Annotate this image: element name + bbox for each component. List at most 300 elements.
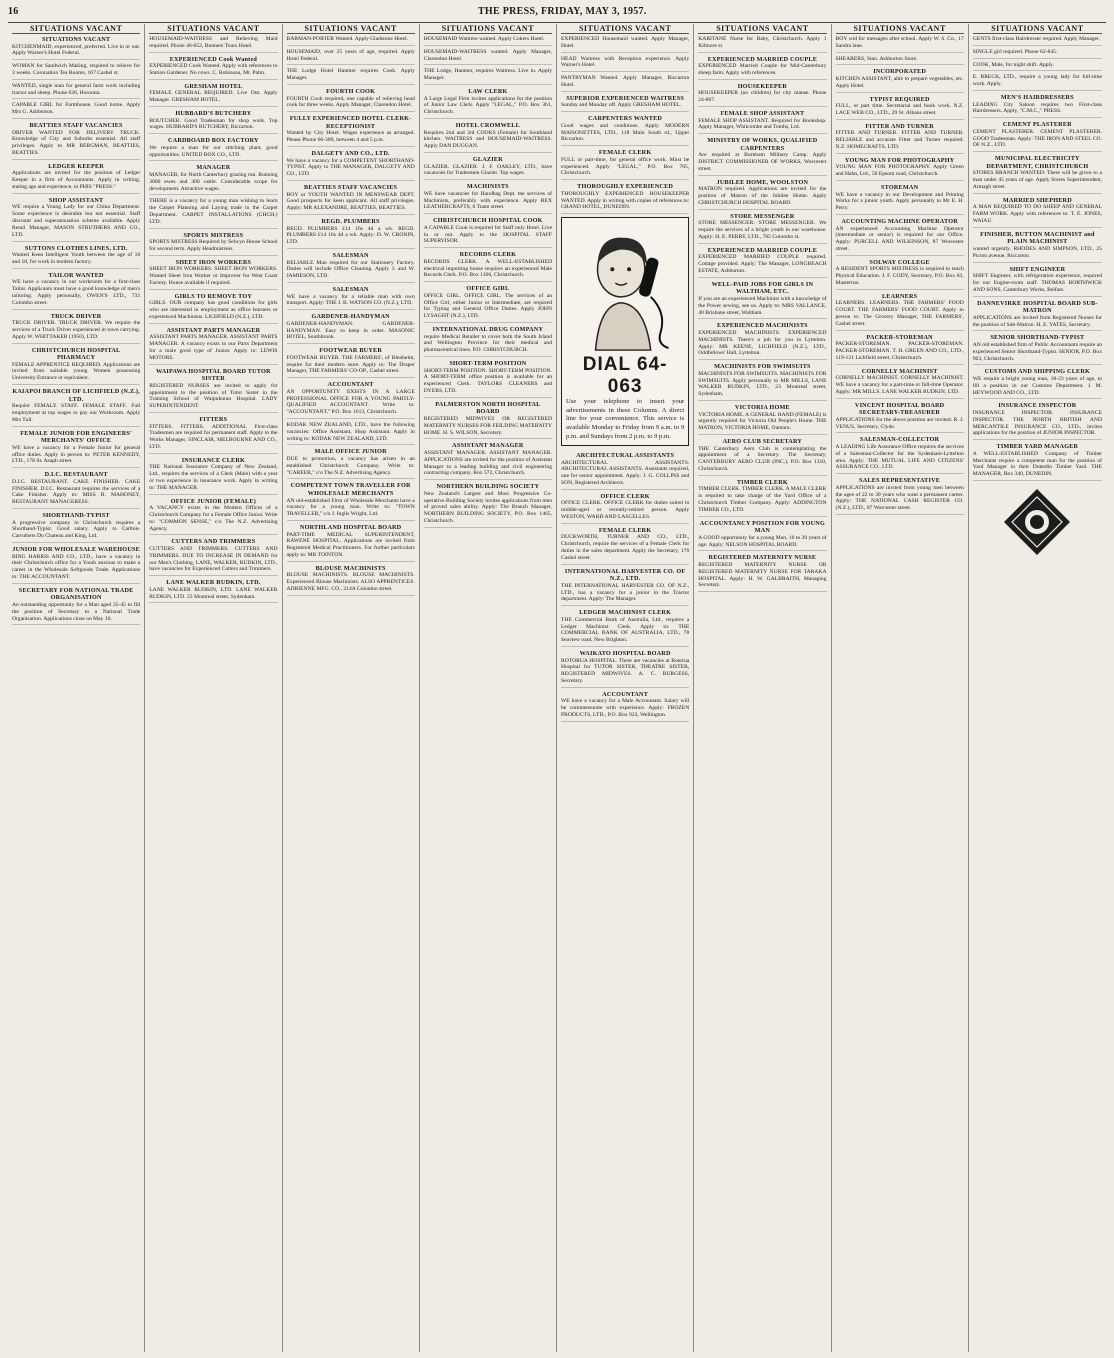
ad-body: APPLICATIONS for the above position are invited. R. J. VENUS, Secretary, Clyde. [835, 416, 964, 430]
ad-heading: OFFICE GIRL [466, 285, 510, 293]
ad-body: FEMALE APPRENTICE REQUIRED. Applications are invited from suitable young Women possessing University Entrance or equivalent. [12, 361, 141, 382]
classified-ad [698, 520, 826, 552]
ad-heading: GARDENER-HANDYMAN [311, 313, 390, 321]
classified-ad [973, 121, 1102, 152]
ad-heading: CEMENT PLASTERER [1002, 121, 1072, 129]
ad-body: AN experienced Accounting Machine Operator (intermediate or senior) is required for our Office. Apply: PURCELL AND WILKINSON, 87 Worcester street. [835, 225, 964, 252]
classified-ad [12, 546, 140, 584]
ad-heading: LAW CLERK [468, 88, 508, 96]
ad-heading: INTERNATIONAL DRUG COMPANY [432, 326, 544, 334]
ad-heading: TIMBER YARD MANAGER [996, 443, 1079, 451]
ad-heading: SHEET IRON WORKERS [175, 258, 252, 266]
ad-body: REGISTERED MATERNITY NURSE OR REGISTERED MATERNITY NURSE FOR TARAKA HOSPITAL. Apply: H. W. GALBRAITH, Managing Secretary. [698, 561, 827, 589]
column-heading: SITUATIONS VACANT [561, 24, 689, 34]
column-heading: SITUATIONS VACANT [836, 24, 964, 34]
classified-ad [973, 197, 1102, 228]
ad-body: A LEADING Life Assurance Office requires the services of a Salesman-Collector for the Sydenham-Lyttelton area. Apply: THE MUTUAL LIFE AND CITIZENS' ASSURANCE CO., LTD. [835, 443, 964, 471]
ad-body: DUCKWORTH, TURNER AND CO., LTD., Christchurch, require the services of a Female Clerk for duties in the sales department. Apply the Secretary, 176 Cashel street. [561, 534, 690, 561]
classified-ad [698, 213, 826, 244]
ad-heading: EXPERIENCED MARRIED COUPLE [707, 246, 818, 254]
classified-ad [287, 313, 415, 344]
ad-heading: MARRIED SHEPHERD [1002, 196, 1072, 204]
ad-body: APPLICATIONS are invited from young men between the ages of 22 to 30 years who want a permanent career. Apply: THE NATIONAL CASH REGISTER CO. (N.Z.), LTD., 87 Worcester street. [835, 484, 964, 512]
classified-ad [12, 102, 140, 119]
ad-body: WE have a vacancy for a Female Junior for general office duties. Apply in person to: PETER KENNEDY, LTD., 178 St. Asaph street. [12, 444, 141, 465]
ad-body: FULL, or part time. Secretarial and book work. N.Z. LACE WEB CO., LTD., 29 St. Albans street. [835, 103, 964, 116]
classified-ad [973, 155, 1102, 194]
classified-ad [973, 266, 1102, 297]
issue-date: FRIDAY, MAY 3, 1957. [541, 6, 647, 17]
classified-ad [287, 36, 415, 46]
ad-heading: WELL-PAID JOBS FOR GIRLS IN WALTHAM, ETC. [711, 280, 814, 296]
ad-body: STORES BRANCH WANTED: There will be given to a man under 45 years of age. Apply Stores Superintendent, Armagh street. [972, 170, 1102, 190]
ad-body: CAPABLE GIRL for Farmhouse. Good home. Apply Mrs G. Ashburton. [12, 102, 141, 116]
ad-body: SINGLE girl required. Phone 62-845. [972, 48, 1058, 55]
classified-ad [698, 479, 826, 517]
ad-heading: VINCENT HOSPITAL BOARD SECRETARY-TREASURER [854, 401, 945, 417]
ad-body: ARCHITECTURAL ASSISTANTS. ARCHITECTURAL ASSISTANTS. Assistants required, one for senior appointment. Apply: J. G. COLLINS and SON, Registered Architects. [561, 459, 690, 487]
classified-ad [698, 281, 826, 320]
ad-body: WE require a bright young man, 18-23 years of age, to fill a position in our Customs Department. J. M. HEYWOOD AND CO., LTD. [972, 375, 1102, 396]
classified-ad [424, 401, 552, 440]
classified-ad [424, 156, 552, 180]
ad-heading: TRUCK DRIVER [50, 312, 102, 320]
ad-heading: ARCHITECTURAL ASSISTANTS [576, 452, 675, 460]
column-heading: SITUATIONS VACANT [424, 24, 552, 34]
ad-heading: SALESMAN [332, 252, 369, 259]
classified-ad [836, 334, 964, 365]
classified-ad [287, 252, 415, 283]
ad-body: THOROUGHLY EXPERIENCED HOUSEKEEPER WANTED. Apply in writing with copies of references to: GRAND HOTEL, DUNEDIN. [561, 190, 690, 211]
ad-heading: TYPIST REQUIRED [869, 95, 930, 103]
classified-ad [287, 565, 415, 596]
ad-heading: BLOUSE MACHINISTS [315, 564, 386, 572]
classified-ad [836, 218, 964, 256]
ad-heading: NORTHLAND HOSPITAL BOARD [299, 524, 402, 531]
classified-ad [561, 183, 689, 214]
ad-list [973, 36, 1102, 481]
ad-body: THE INTERNATIONAL HARVESTER CO. OF N.Z., LTD., has a vacancy for a junior in the Tractor department. Apply: The Manager. [561, 582, 690, 603]
classified-ad [698, 110, 826, 134]
ad-body: KODAK NEW ZEALAND, LTD., have the following vacancies: Office Assistant, Shop Assistant. Apply in writing to: KODAK NEW ZEALAND, LTD. [286, 422, 415, 442]
ad-body: BLOUSE MACHINISTS. BLOUSE MACHINISTS. Experienced Blouse Machinists. ALSO APPRENTICES. ADRIENNE MFG. CO., 214A Colombo street. [286, 572, 415, 592]
classified-ad [698, 322, 826, 360]
ad-heading: MACHINISTS FOR SWIMSUITS [714, 363, 811, 371]
ad-body: OFFICE GIRL. OFFICE GIRL. The services of an Office Girl, either Junior or Intermediate, are required for Typing and General Office Duties. Apply JOHN LYSAGHT (N.Z.), LTD. [423, 292, 552, 320]
ad-heading: MINISTRY OF WORKS, QUALIFIED CARPENTERS [707, 137, 818, 152]
classified-ad [561, 115, 689, 146]
ad-body: Sunday and Monday off. Apply GRESHAM HOTEL. [561, 102, 682, 109]
ad-body: EXPERIENCED Housemaid wanted. Apply Manager, Hotel. [561, 36, 690, 49]
ad-heading: EXPERIENCED Cook Wanted [169, 55, 258, 63]
ad-heading: COMPETENT TOWN TRAVELLER FOR WHOLESALE MERCHANTS [290, 482, 411, 497]
classified-ad [149, 110, 277, 134]
ad-body: HOUSEMAID, over 25 years of age, required. Apply Hotel Federal. [286, 48, 415, 62]
ad-body: LANE WALKER RUDKIN, LTD. LANE WALKER RUDKIN, LTD. 23 Montreal street, Sydenham. [149, 586, 278, 600]
paper-name: THE PRESS, [477, 6, 539, 17]
ad-body: INSURANCE INSPECTOR. INSURANCE INSPECTOR. THE NORTH BRITISH AND MERCANTILE INSURANCE CO., LTD., invites applications for the position of JUNIOR INSPECTOR. [972, 409, 1102, 437]
ad-body: MACHINISTS FOR SWIMSUITS. MACHINISTS FOR SWIMSUITS. Apply personally to MR MILLS, LANE WALKER RUDKIN, LTD., 23 Montreal street, Sydenham. [698, 370, 827, 398]
classified-ad [149, 293, 277, 324]
ad-body: DUE to promotion, a vacancy has arisen in an established Christchurch Company. Write to: "CAREER," c/o The N.Z. Advertising Agency. [286, 456, 415, 476]
classified-ad [287, 347, 415, 378]
column-7 [832, 24, 969, 1352]
ad-body: A MAN REQUIRED TO DO SHEEP AND GENERAL FARM WORK. Apply with references to: T. E. JONES, WAIAU. [972, 204, 1102, 224]
ad-body: WE have a vacancy in our Development and Printing Works for a junior youth. Apply personally to Mr E. H. Perry. [835, 191, 964, 212]
ad-body: PANTRYMAN Wanted. Apply Manager, Riccarton Hotel. [561, 75, 690, 89]
classified-ad [836, 402, 964, 434]
ad-body: REGISTERED MIDWIVES OR REGISTERED MATERNITY NURSES FOR FEILDING MATERNITY HOME. H. S. WILSON, Secretary. [423, 416, 552, 436]
ad-body: GIRLS. OUR company has good conditions for girls who are interested in employment as office learners or experienced Machinists. LICHFIELD (N.Z.), LTD. [149, 300, 278, 320]
column-heading: SITUATIONS VACANT [973, 24, 1102, 34]
classified-ad [698, 83, 826, 107]
classified-ad [973, 62, 1102, 72]
ad-body: ROTORUA HOSPITAL. There are vacancies at Rotorua Hospital for TUTOR SISTER, THEATRE SISTER, REGISTERED MIDWIVES. A. C. BURGESS, Secretary. [561, 657, 690, 685]
classified-ad [287, 448, 415, 479]
ad-heading: CARPENTERS WANTED [588, 115, 663, 123]
ad-body: MANAGER, for North Canterbury grazing run. Running 3000 ewes and 300 cattle. Considerable scope for development. Attractive wages. [149, 171, 278, 192]
classified-ad [149, 416, 277, 454]
classified-ad [836, 123, 964, 154]
column-4 [420, 24, 557, 1352]
ad-heading: SECRETARY FOR NATIONAL TRADE ORGANISATION [18, 586, 134, 602]
ad-heading: SHOP ASSISTANT [48, 196, 104, 204]
ad-body: Require FEMALE STAFF. FEMALE STAFF. Full employment at top wages to pay our Workroom. Apply Mrs Tull. [12, 403, 141, 423]
ad-heading: FITTERS [199, 416, 228, 423]
classified-ad [561, 452, 689, 490]
ad-list [12, 36, 140, 625]
ad-heading: CUTTERS AND TRIMMERS [171, 538, 256, 546]
ad-body: THERE is a vacancy for a young man wishing to learn the Carpet Planning and Laying trade in the Carpet Department. CARPET INSTALLATIONS (CHCH.) LTD. [149, 198, 278, 225]
ad-body: FOOTWEAR BUYER. THE FARMERS', of Blenheim, require for their modern store. Apply to: The Draper Manager, THE FARMERS' CO-OP., Cashel street. [286, 354, 415, 375]
ad-heading: FITTER AND TURNER [865, 122, 934, 130]
ad-body: HOUSEMAID-WAITRESS and Relieving Maid required. Phone 46-652, Bonners Tours Hotel. [149, 36, 278, 49]
ad-heading: SENIOR SHORTHAND-TYPIST [990, 334, 1085, 342]
ad-body: AN OPPORTUNITY EXISTS IN A LARGE PROFESSIONAL OFFICE FOR A YOUNG PARTLY-QUALIFIED ACCOUNTANT. Write to: "ACCOUNTANT," P.O. Box 1613, Christchurch. [286, 388, 415, 416]
ad-heading: REGD. PLUMBERS [321, 218, 380, 225]
ad-heading: SALESMAN-COLLECTOR [859, 436, 940, 444]
ad-body: WE have a vacancy for a reliable man with own transport. Apply: THE J. B. WATSON CO. (N.Z.), LTD. [286, 293, 415, 307]
ad-body: SHEET IRON WORKERS. SHEET IRON WORKERS. Wanted Sheet Iron Worker or Improver for West Coast Factory. House available if required. [149, 266, 278, 286]
classified-ad [12, 63, 140, 80]
ad-body: TRUCK DRIVER. TRUCK DRIVER. We require the services of a Truck Driver experienced in town carrying. Apply W. WHITTAKER (1950), LTD. [12, 320, 141, 340]
classified-ad [424, 88, 552, 119]
ad-body: SHORT-TERM POSITION. SHORT-TERM POSITION. A SHORT-TERM office position is available for an experienced Clerk. TAYLORS CLEANERS and DYERS, LTD. [423, 367, 552, 395]
ad-body: FITTER AND TURNER. FITTER AND TURNER. RELIABLE and accurate Fitter and Turner required. N.Z. HOMECRAFTS, LTD. [835, 130, 964, 150]
ad-heading: ACCOUNTANT [602, 690, 649, 698]
ad-body: GENTS first-class Hairdresser required. Apply Manager. [972, 36, 1100, 42]
ad-body: GLAZIER. GLAZIER. J. F. OAKLEY, LTD., have vacancies for Tradesmen Glazier. Top wages. [423, 163, 552, 177]
classified-ad [973, 300, 1102, 332]
ad-body: A progressive company in Christchurch requires a Shorthand-Typist. Good salary. Apply to Carlton-Carruthers Du Chateau and King, Ltd. [12, 519, 141, 540]
classified-ad [424, 326, 552, 357]
ad-heading: GLAZIER [472, 156, 503, 164]
ad-body: WE have vacancies for Handbag Dept. the services of Machinists, preferably with experience. Apply REX LEATHERCRAFTS, 6 Tuam street. [423, 190, 552, 211]
ad-body: GARDENER-HANDYMAN. GARDENER-HANDYMAN. Easy to keep in order. MASONIC HOTEL, Southbrook. [286, 320, 415, 341]
ad-heading: MALE OFFICE JUNIOR [314, 448, 387, 456]
ad-list [836, 36, 964, 515]
ad-heading: YOUNG MAN FOR PHOTOGRAPHY [844, 156, 955, 164]
ad-body: EXPERIENCED Cook Wanted. Apply with references to Station Gardener. No cows. C. Robinson, Mt. Palm. [149, 63, 278, 76]
ad-heading: PACKER-STOREMAN [866, 333, 933, 341]
ad-heading: NORTHERN BUILDING SOCIETY [436, 483, 540, 491]
ad-body: OFFICE CLERK. OFFICE CLERK for duties suited to middle-aged or recently-retired person. Apply WESTON, WARD AND LASCELLES. [561, 500, 690, 521]
ad-body: KARITANE Nurse for Baby, Christchurch. Apply 1 Kilmore st. [698, 36, 827, 49]
ad-heading: ACCOUNTING MACHINE OPERATOR [841, 218, 958, 225]
ad-heading: SALESMAN [332, 286, 369, 293]
classified-ad [287, 150, 415, 181]
classified-ad [287, 286, 415, 310]
ad-heading: CHRISTCHURCH HOSPITAL PHARMACY [31, 346, 121, 362]
classified-ad [698, 438, 826, 476]
column-heading: SITUATIONS VACANT [698, 24, 826, 34]
classified-ad [12, 313, 140, 344]
ad-body: D.I.C. RESTAURANT. CAKE FINISHER. CAKE FINISHER. D.I.C. Restaurant requires the services of a Cake Finisher. Apply to: MISS R. MAHONEY, RESTAURANT MANAGERESS. [12, 478, 141, 506]
classified-ad [149, 198, 277, 228]
column-heading: SITUATIONS VACANT [287, 24, 415, 34]
column-heading: SITUATIONS VACANT [12, 24, 140, 34]
ad-heading: EXPERIENCED MARRIED COUPLE [707, 55, 818, 63]
classified-ad [424, 217, 552, 248]
classified-ad [12, 245, 140, 269]
ad-body: STORE MESSENGER. STORE MESSENGER. We require the services of a bright youth in our warehouse. Apply: H. E. PERRY, LTD., 765 Colombo st. [698, 220, 827, 240]
ad-body: REGD. PLUMBERS £14 16s 4d a wk. REGD. PLUMBERS £14 16s 4d a wk. Apply: D. W. CRONIN, LTD. [286, 225, 415, 246]
ad-body: PART-TIME MEDICAL SUPERINTENDENT, RAWENE HOSPITAL. Applications are invited from Registered Medical Practitioners. For further particulars apply to: MR TOINTON. [286, 531, 415, 558]
ad-heading: FEMALE SHOP ASSISTANT [720, 110, 805, 117]
ad-body: THE Lodge, Hanmer, requires Waitress. Live in. Apply Manager. [423, 68, 552, 82]
classified-ad [149, 538, 277, 576]
column-8 [969, 24, 1106, 1352]
classified-ad [424, 36, 552, 46]
ad-body: BOY wid for messages after school. Apply W. S. Co., 17 Sandra lane. [835, 36, 964, 49]
ad-body: THE Canterbury Aero Club is contemplating the appointment of a Secretary. The Secretary, CANTERBURY AERO CLUB (INC.), P.O. Box 1310, Christchurch. [698, 445, 827, 472]
ad-body: WE require a Young Lady for our China Department. Some experience is desirable but not essential. Staff discount and superannuation scheme available. Apply Retail Manager, MASON STRUTHERS AND CO., LTD. [12, 204, 141, 238]
ad-body: E. BRECK, LTD., require a young lady for full-time work. Apply. [972, 74, 1102, 88]
ad-heading: MACHINISTS [466, 183, 509, 191]
classified-ad [12, 388, 140, 427]
ad-body: Wanted Keen Intelligent Youth between the age of 16 and 18, for work in modern factory. [12, 252, 141, 265]
classified-ad [12, 587, 140, 626]
ad-heading: MUNICIPAL ELECTRICITY DEPARTMENT, CHRISTCHURCH [986, 155, 1089, 170]
ad-heading: FINISHER, BUTTON MACHINIST and PLAIN MACHINIST [980, 230, 1095, 246]
classified-ad [424, 483, 552, 528]
ad-body: LEADING City Saloon requires two First-class Hairdressers. Apply, "C.M.C.," PRESS. [972, 101, 1102, 115]
ad-body: Applications are invited for the position of Ledger Keeper in a firm of Accountants. Apply in writing, stating age and experience, to PHIS "PRESS." [12, 170, 141, 191]
ad-list [561, 452, 689, 722]
classified-ad [287, 218, 415, 249]
classified-ad [149, 83, 277, 107]
ad-body: LEARNERS. LEARNERS. THE FARMERS' FOOD COURT. THE FARMERS' FOOD COURT. Apply in person to: The Grocery Manager, THE FARMERS', Cashel street. [835, 300, 964, 327]
ad-body: REGISTERED NURSES are invited to apply for appointment to the position of Tutor Sister in the Training School of Waipukurau Hospital. LADY SUPERINTENDENT. [149, 382, 278, 410]
ad-heading: ASSISTANT PARTS MANAGER [166, 326, 261, 334]
classified-ad [973, 402, 1102, 440]
classified-ad [12, 163, 140, 194]
ad-heading: BEATTIES STAFF VACANCIES [29, 122, 123, 130]
ad-heading: SHORT-TERM POSITION [449, 360, 527, 368]
classified-ad [561, 493, 689, 524]
telephone-icon [566, 223, 684, 351]
ad-body: wanted urgently. RHODES AND SIMPSON, LTD., 25 Picton avenue, Riccarton. [972, 245, 1102, 259]
ad-body: New Zealand's Largest and Most Progressive Co-operative Building Society invites applications from men of proved sales ability. Apply: The Branch Manager, NORTHERN BUILDING SOCIETY, P.O. Box 1465, Christchurch. [423, 490, 552, 525]
ad-heading: SALES REPRESENTATIVE [859, 477, 941, 485]
ad-body: BOUTCHER. Good Tradesman for shop work. Top wages. HUBBARD'S BUTCHERY, Riccarton. [149, 117, 278, 131]
ad-body: THE National Insurance Company of New Zealand, Ltd., requires the services of a Clerk (Male) with a year or two experience in insurance work. Apply in writing to: THE MANAGER. [149, 464, 278, 491]
classified-ad [836, 259, 964, 290]
ad-list [698, 36, 826, 592]
ad-heading: DANNEVIRKE HOSPITAL BOARD SUB-MATRON [977, 299, 1098, 315]
mutual-rental-stamp [973, 487, 1102, 557]
classified-ad [561, 609, 689, 647]
ad-body: YOUNG MAN FOR PHOTOGRAPHY. Apply Green and Hahn, Ltd., 50 Epsom road, Christchurch. [835, 164, 964, 178]
classified-ad [287, 422, 415, 445]
ad-heading: SHIFT ENGINEER [1009, 265, 1066, 273]
telephone-woman-illustration [566, 222, 684, 352]
classified-ad [149, 36, 277, 53]
ad-heading: TAILOR WANTED [48, 271, 104, 279]
ad-body: Wanted by City Hotel. Wages experience as arranged. Please Phone 60-389, between 4 and 5 p.m. [286, 130, 415, 144]
ad-body: HOUSEMAID Waitress wanted. Apply Cokers Hotel. [423, 36, 545, 42]
classified-ad [287, 68, 415, 85]
ad-heading: FULLY EXPERIENCED HOTEL CLERK-RECEPTIONIST [289, 115, 412, 130]
classified-ad [561, 75, 689, 92]
dial-number: DIAL 64-063 [582, 354, 668, 398]
classified-ad [12, 347, 140, 386]
ad-body: APPLICATIONS are invited from Registered Nurses for the position of Sub-Matron. H. E. YATES, Secretary. [972, 314, 1102, 328]
classified-ad [698, 247, 826, 278]
column-3 [283, 24, 420, 1352]
ad-heading: FOOTWEAR BUYER [319, 347, 383, 355]
ad-heading: LEARNERS [881, 292, 918, 300]
classified-ad [973, 334, 1102, 365]
ad-body: HOUSEKEEPER (no children) for city manse. Phone 24-867. [698, 90, 827, 104]
ad-body: FITTERS. FITTERS. ADDITIONAL First-class Tradesmen are required for permanent staff. Apply to the Works Manager, SINCLAIR, MELBOURNE AND CO., LTD. [149, 423, 278, 450]
ad-heading: MEN'S HAIRDRESSERS [1000, 94, 1074, 102]
ad-body: Good wages and conditions. Apply MODERN MAISONETTES, LTD., 118 Main South rd., Upper Riccarton. [561, 122, 690, 143]
classified-ad [836, 56, 964, 66]
ad-heading: STOREMAN [881, 184, 919, 191]
ad-heading: ACCOUNTANT [327, 381, 374, 389]
ad-body: HOUSEMAID-WAITRESS wanted. Apply Manager, Clarendon Hotel. [423, 48, 552, 62]
ad-body: Requires 2nd and 3rd COOKS (Female) for Southland kitchen. WAITRESS and HOUSEMAID-WAITRESS. Apply DAN DUGGAN. [423, 129, 552, 150]
classified-ad [698, 36, 826, 53]
classified-ad [149, 56, 277, 80]
ad-heading: D.I.C. RESTAURANT [44, 471, 108, 479]
classified-ad [12, 430, 140, 469]
classified-ad [424, 183, 552, 214]
ad-heading: FEMALE CLERK [598, 526, 652, 534]
classified-ad [698, 179, 826, 210]
ad-heading: LANE WALKER RUDKIN, LTD. [166, 579, 261, 587]
classified-ad [12, 512, 140, 543]
classified-ad [149, 368, 277, 413]
masthead [8, 6, 1106, 23]
classified-ad [149, 164, 277, 195]
ad-body: SPORTS MISTRESS Required by Selwyn House School for second term. Apply Headmistress. [149, 239, 278, 252]
ad-list [287, 36, 415, 596]
ad-body: WE have a vacancy for a Male Accountant. Salary will be commensurate with experience. Apply: FROZEN PRODUCTS, LTD., P.O. Box 923, Wellington. [561, 698, 690, 719]
classified-ad [287, 381, 415, 419]
ad-heading: PALMERSTON NORTH HOSPITAL BOARD [435, 400, 541, 416]
classified-ad [287, 524, 415, 562]
ad-body: AN old established firm of Public Accountants require an experienced Senior Shorthand-Typist. SENIOR, P.O. Box 963, Christchurch. [972, 341, 1102, 362]
classified-ad [424, 360, 552, 398]
classified-ad [12, 471, 140, 509]
classified-ad [561, 149, 689, 180]
ad-body: COOK, Male, for night shift. Apply. [972, 61, 1054, 68]
classified-ad [424, 49, 552, 66]
ad-heading: SUPERIOR EXPERIENCED WAITRESS [566, 94, 685, 102]
classified-ad [973, 36, 1102, 46]
ad-heading: MANAGER [196, 164, 231, 172]
classified-ad [12, 36, 140, 60]
ad-heading: INSURANCE INSPECTOR [998, 402, 1077, 410]
ad-heading: KAIAPOI BRANCH OF LICHFIELD (N.Z.), LTD. [12, 388, 140, 403]
ad-heading: FEMALE CLERK [598, 149, 652, 157]
ad-body: KITCHEN ASSISTANT, able to prepare vegetables, etc. Apply Hotel. [835, 76, 964, 89]
ad-heading: SUTTONS CLOTHES LINES, LTD. [24, 244, 128, 252]
classified-ad [561, 568, 689, 607]
ad-body: SHEARERS, Stan. Ashburton Store. [835, 55, 918, 62]
ad-body: VICTORIA HOME. A GENERAL HAND (FEMALE) is urgently required for Victoria Old People's Home. THE MATRON, VICTORIA HOME, Oamaru. [698, 411, 827, 432]
ad-body: We require a man for our stitching plant, good opportunities. UNITED BOX CO., LTD. [149, 144, 278, 158]
ad-body: A VACANCY exists in the Modern Offices of a Christchurch Company for a Female Office Junior. Write to: "COMMON SENSE," c/o The N.Z. Advertising Agency. [149, 505, 278, 532]
ad-heading: CHRISTCHURCH HOSPITAL COOK [433, 217, 543, 225]
dial-advert-box [561, 217, 689, 446]
classified-ad [973, 231, 1102, 263]
ad-body: FULL or part-time, for general office work. Must be experienced. Apply "LEGAL," P.O. Box 705, Christchurch. [561, 156, 690, 177]
ad-heading: HOUSEKEEPER [737, 82, 788, 90]
ad-body: WANTED, single man for general farm work including tractor and sheep. Phone 636, Hororata. [12, 82, 141, 96]
ad-heading: EXPERIENCED MACHINISTS [716, 322, 808, 330]
ad-heading: SPORTS MISTRESS [183, 231, 244, 239]
ad-body: SHIFT Engineer, with refrigeration experience, required for our Engine-room staff. THOMAS BORTHWICK AND SONS, Canterbury Works, Belfast. [972, 273, 1102, 293]
classified-ad [424, 285, 552, 323]
ad-body: Are required at Burnham Military Camp. Apply DISTRICT COMMISSIONER OF WORKS, Worcester street. [698, 152, 827, 172]
ad-heading: STORE MESSENGER [730, 212, 795, 220]
ad-heading: WAIPAWA HOSPITAL BOARD TUTOR SISTER [156, 367, 271, 383]
classified-ad [973, 94, 1102, 118]
classified-ad [287, 115, 415, 147]
ad-body: A RESIDENT SPORTS MISTRESS is required to teach Physical Education. J. F. CODY, Secretary, P.O. Box 63, Masterton. [835, 266, 964, 286]
classified-ad [561, 650, 689, 688]
ad-heading: JUNIOR FOR WHOLESALE WAREHOUSE [12, 546, 140, 553]
ad-body: WE have a vacancy in our workroom for a first-class Tailor. Applicants must have a good knowledge of men's tailoring. Apply personally, OWEN'S LTD., 731 Colombo street. [12, 279, 141, 306]
classified-ad [973, 368, 1102, 399]
classified-ad [424, 68, 552, 85]
ad-heading: FEMALE JUNIOR FOR ENGINEERS' MERCHANTS' OFFICE [20, 429, 132, 445]
ad-heading: GRESHAM HOTEL [184, 82, 243, 90]
classified-ad [561, 95, 689, 112]
ad-body: ASSISTANT MANAGER. ASSISTANT MANAGER. APPLICATIONS are invited for the position of Assistant Manager to a leading building and civil engineering contracting company. Box 572, Christchurch. [423, 450, 552, 477]
classified-ad [287, 482, 415, 521]
classified-columns [8, 24, 1106, 1352]
classified-ad [561, 56, 689, 73]
ad-heading: INTERNATIONAL HARVESTER CO. OF N.Z., LTD. [564, 567, 686, 583]
ad-body: MATRON required. Applications are invited for the position of Matron of the Jubilee Home. Apply CHRISTCHURCH HOSPITAL BOARD. [698, 186, 827, 206]
ad-heading: ACCOUNTANCY POSITION FOR YOUNG MAN [699, 519, 825, 535]
ad-heading: SHORTHAND-TYPIST [42, 512, 110, 519]
classified-ad [836, 436, 964, 474]
ad-body: BING HARRIS AND CO., LTD., have a vacancy in their Christchurch office for a Youth anxious to make a career in the Wholesale Softgoods Trade. Applications to: THE ACCOUNTANT. [12, 553, 141, 580]
ad-body: CORNELLY MACHINIST. CORNELLY MACHINIST. WE have a vacancy for a part-time or full-time Operator. Apply: MR MILLS, LANE WALKER RUDKIN, LTD. [835, 375, 964, 395]
ad-list [561, 36, 689, 214]
ad-heading: SOLWAY COLLEGE [869, 258, 930, 266]
ad-body: A CAPABLE Cook is required for Staff only Hotel. Live in or out. Apply to the HOSPITAL STAFF SUPERVISOR. [423, 224, 552, 245]
ad-heading: SITUATIONS VACANT [42, 36, 111, 43]
ad-body: DRIVER WANTED FOR DELIVERY TRUCK. Knowledge of City and Suburbs essential. All staff privileges. Apply to MR BERGMAN, BEATTIES, BEATTIES. [12, 129, 141, 157]
ad-heading: AERO CLUB SECRETARY [722, 437, 803, 445]
ad-heading: CARDBOARD BOX FACTORY [168, 137, 259, 145]
